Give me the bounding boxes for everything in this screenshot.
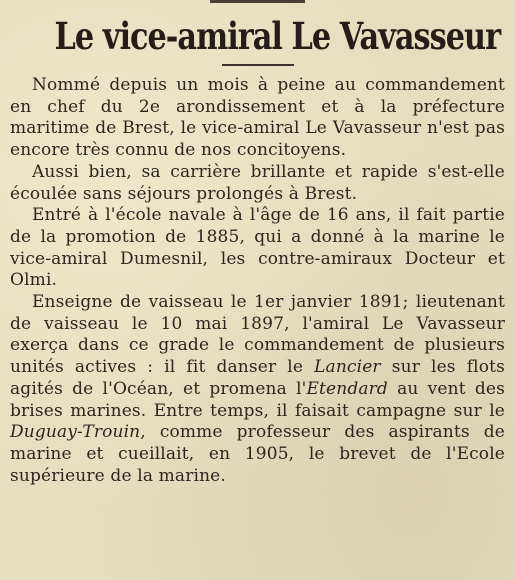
ship-name-lancier: Lancier (314, 357, 381, 378)
commands-text-2: sur les flots agités de l'Océan, et promena l' (10, 357, 505, 399)
paragraph-career: Aussi bien, sa carrière brillante et rapide s'est-elle écoulée sans séjours prolongés à Brest. (10, 161, 505, 204)
paragraph-appointment: Nommé depuis un mois à peine au commandement en chef du 2e arondissement et à la préfecture maritime de Brest, le vice-amiral Le Vavasseur n'est pas encore très connu de nos concitoyens. (10, 75, 505, 161)
article-headline: Le vice-amiral Le Vavasseur (54, 14, 501, 58)
commands-text-1: Enseigne de vaisseau le 1er janvier 1891; lieutenant de vaisseau le 10 mai 1897, l'amiral Le Vavasseur exerça dans ce grade le commandement de plusieurs unités actives : il fit danser le (10, 292, 505, 378)
commands-text-3: au vent des brises marines. Entre temps, il faisait campagne sur le (10, 378, 505, 421)
headline-divider (222, 64, 294, 66)
ship-name-etendard: Etendard (306, 378, 388, 399)
paragraph-commands (10, 292, 505, 487)
commands-text-4: , comme professeur des aspirants de marine et cueillait, en 1905, le brevet de l'Ecole supérieure de la marine. (10, 422, 505, 486)
article-body (10, 75, 505, 487)
ship-name-duguay-trouin: Duguay-Trouin (10, 422, 141, 443)
paragraph-naval-school: Entré à l'école navale à l'âge de 16 ans, il fait partie de la promotion de 1885, qui a donné à la marine le vice-amiral Dumesnil, les contre-amiraux Docteur et Olmi. (10, 205, 505, 291)
